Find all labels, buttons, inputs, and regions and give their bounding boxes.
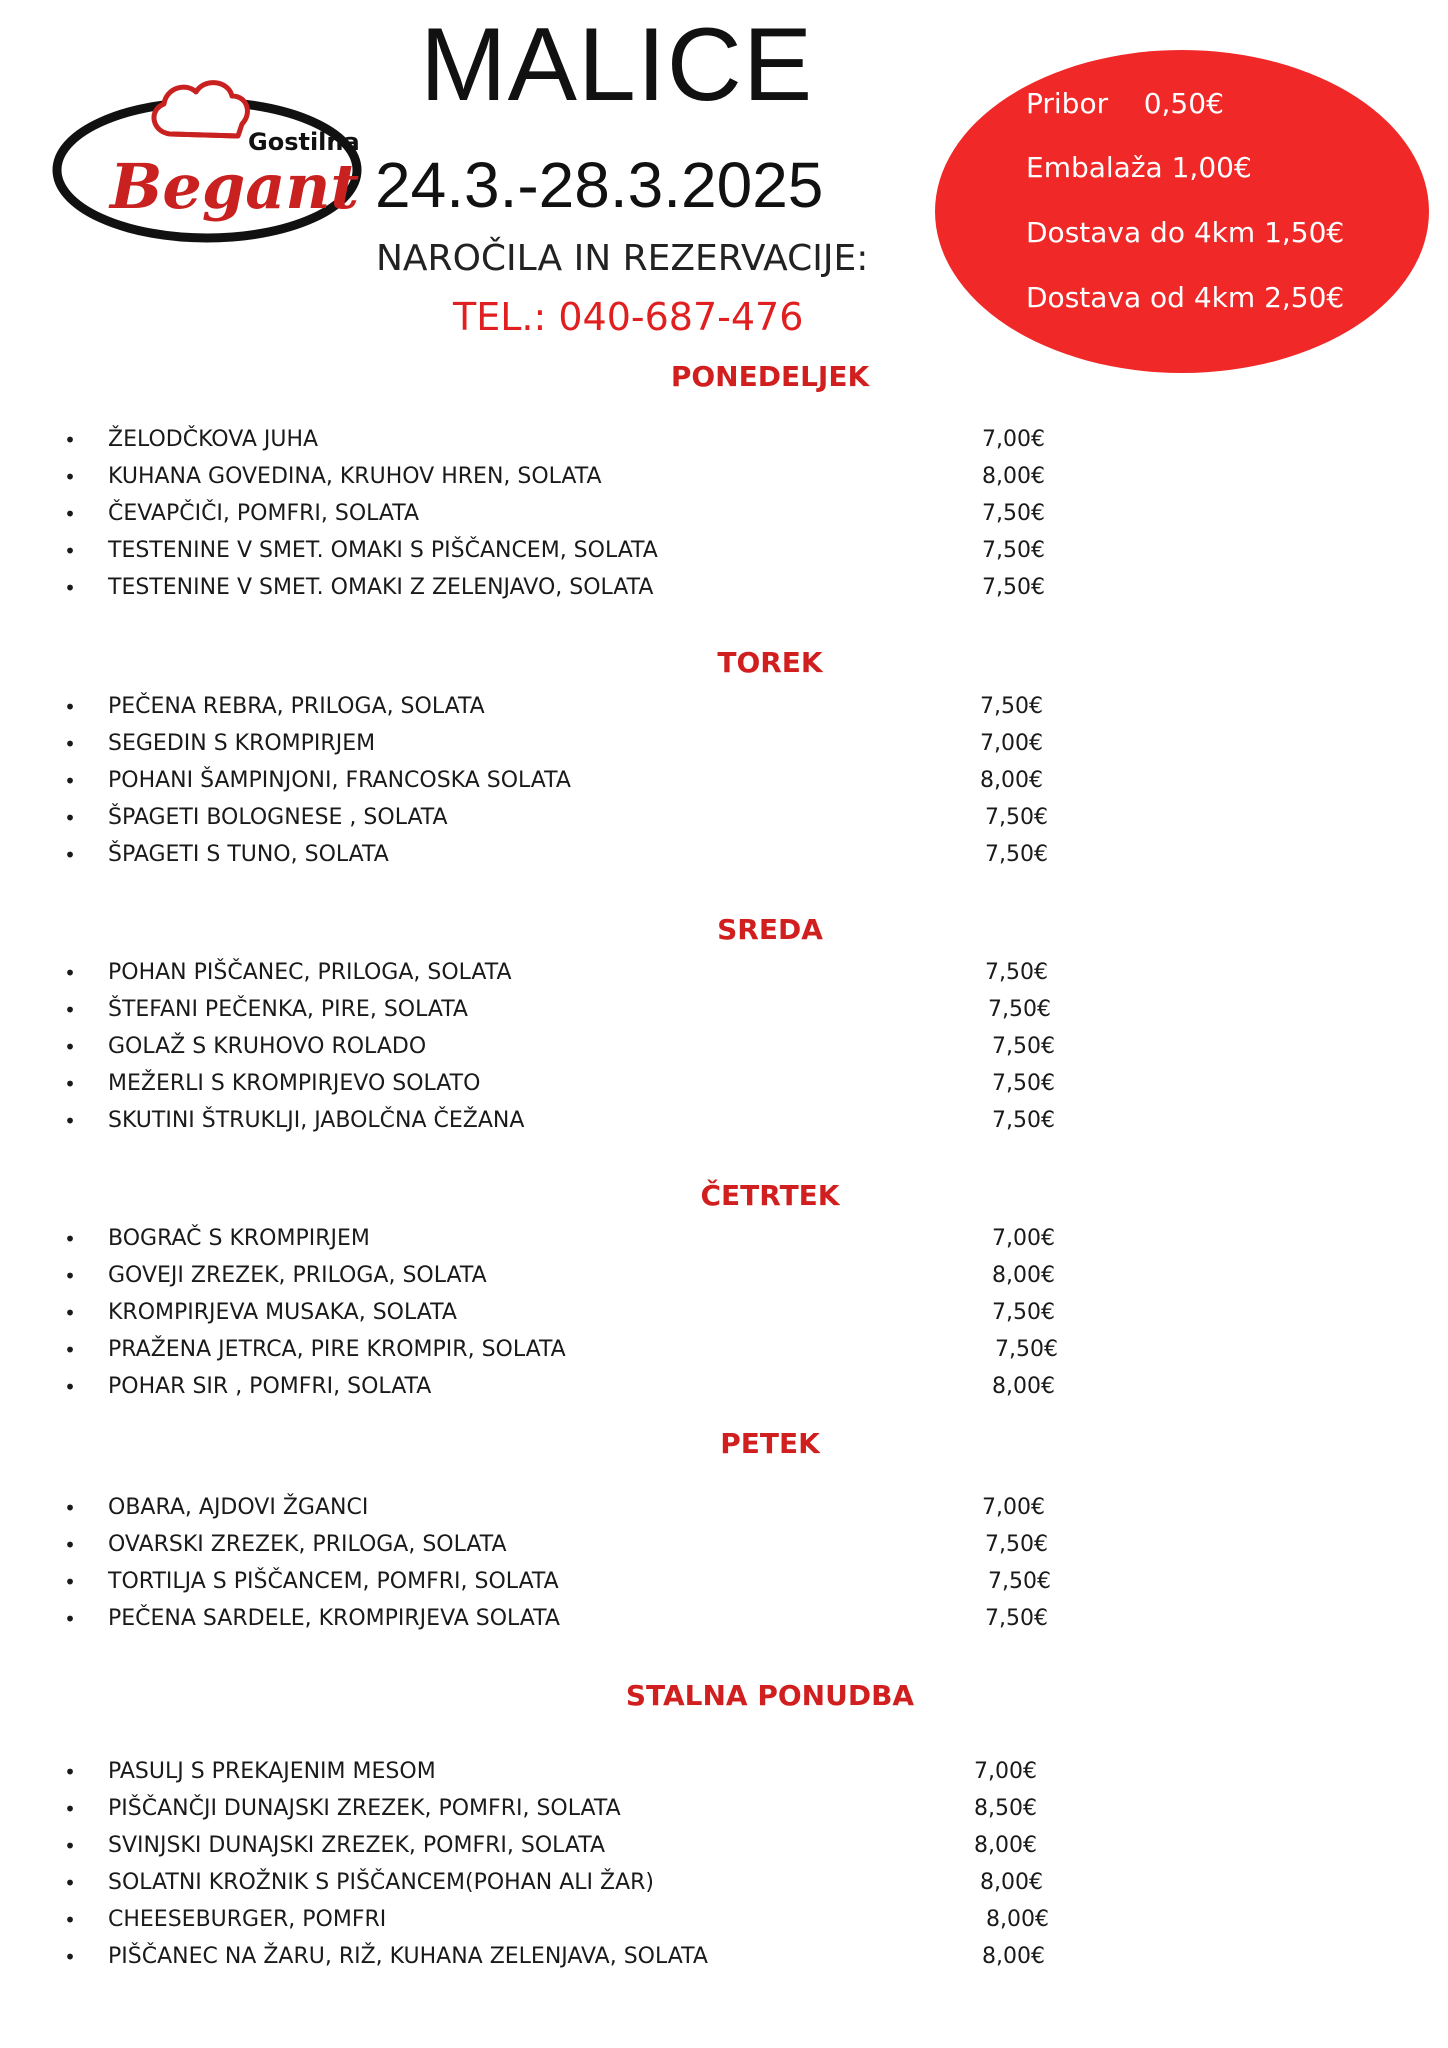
day-heading-torek: TOREK — [717, 646, 823, 679]
svg-text:Gostilna: Gostilna — [248, 128, 360, 156]
item-price: 7,50€ — [980, 694, 1043, 719]
menu-item — [60, 1103, 1060, 1139]
phone-number: TEL.: 040-687-476 — [453, 295, 804, 339]
item-name: CHEESEBURGER, POMFRI — [108, 1907, 387, 1932]
bullet-icon: • — [64, 843, 76, 867]
bullet-icon: • — [64, 1908, 76, 1932]
menu-item — [60, 1865, 1060, 1901]
gostilna-begant-logo — [52, 52, 362, 252]
item-price: 7,50€ — [992, 1071, 1055, 1096]
bullet-icon: • — [64, 732, 76, 756]
bullet-icon: • — [64, 1227, 76, 1251]
bullet-icon: • — [64, 1797, 76, 1821]
item-price: 7,50€ — [985, 1606, 1048, 1631]
fee-price: 1,50€ — [1264, 216, 1345, 249]
menu-item — [60, 1601, 1060, 1637]
bullet-icon: • — [64, 1760, 76, 1784]
menu-item — [60, 992, 1060, 1028]
item-name: SKUTINI ŠTRUKLJI, JABOLČNA ČEŽANA — [108, 1108, 525, 1133]
menu-item — [60, 533, 1060, 569]
item-price: 8,00€ — [980, 1870, 1043, 1895]
menu-item — [60, 955, 1060, 991]
bullet-icon: • — [64, 502, 76, 526]
item-price: 7,50€ — [985, 960, 1048, 985]
menu-item — [60, 1332, 1060, 1368]
item-name: SEGEDIN S KROMPIRJEM — [108, 731, 376, 756]
item-name: PEČENA REBRA, PRILOGA, SOLATA — [108, 694, 485, 719]
bullet-icon: • — [64, 769, 76, 793]
bullet-icon: • — [64, 1109, 76, 1133]
item-name: ŠPAGETI BOLOGNESE , SOLATA — [108, 805, 448, 830]
menu-item — [60, 763, 1060, 799]
item-price: 7,50€ — [985, 842, 1048, 867]
chef-hat-icon — [154, 83, 247, 136]
item-name: OVARSKI ZREZEK, PRILOGA, SOLATA — [108, 1532, 507, 1557]
item-name: POHAR SIR , POMFRI, SOLATA — [108, 1374, 432, 1399]
bullet-icon: • — [64, 1496, 76, 1520]
bullet-icon: • — [64, 1072, 76, 1096]
item-name: ČEVAPČIČI, POMFRI, SOLATA — [108, 501, 420, 526]
item-price: 7,00€ — [980, 731, 1043, 756]
bullet-icon: • — [64, 998, 76, 1022]
item-name: MEŽERLI S KROMPIRJEVO SOLATO — [108, 1071, 481, 1096]
fee-price: 0,50€ — [1143, 87, 1224, 120]
bullet-icon: • — [64, 1871, 76, 1895]
menu-item — [60, 422, 1060, 458]
item-price: 7,00€ — [982, 1495, 1045, 1520]
item-price: 7,50€ — [985, 805, 1048, 830]
item-price: 8,00€ — [982, 1944, 1045, 1969]
menu-item — [60, 837, 1060, 873]
bullet-icon: • — [64, 539, 76, 563]
bullet-icon: • — [64, 1264, 76, 1288]
item-name: ŠPAGETI S TUNO, SOLATA — [108, 842, 389, 867]
menu-item — [60, 1754, 1060, 1790]
item-name: KUHANA GOVEDINA, KRUHOV HREN, SOLATA — [108, 464, 602, 489]
item-price: 8,00€ — [980, 768, 1043, 793]
menu-item — [60, 1295, 1060, 1331]
fee-label: Pribor — [1026, 87, 1109, 120]
fee-label: Dostava od 4km — [1026, 281, 1256, 314]
menu-item — [60, 1490, 1060, 1526]
item-name: TESTENINE V SMET. OMAKI S PIŠČANCEM, SOLATA — [108, 538, 658, 563]
fee-dostava-do — [1026, 215, 1344, 251]
day-heading-cetrtek: ČETRTEK — [700, 1179, 840, 1212]
item-name: TESTENINE V SMET. OMAKI Z ZELENJAVO, SOLATA — [108, 575, 654, 600]
day-heading-ponedeljek: PONEDELJEK — [670, 360, 870, 393]
svg-text:Begant: Begant — [110, 150, 360, 223]
item-price: 7,00€ — [992, 1226, 1055, 1251]
item-name: TORTILJA S PIŠČANCEM, POMFRI, SOLATA — [108, 1569, 559, 1594]
day-heading-petek: PETEK — [720, 1427, 820, 1460]
menu-item — [60, 459, 1060, 495]
menu-item — [60, 1902, 1060, 1938]
item-price: 7,50€ — [992, 1300, 1055, 1325]
item-name: OBARA, AJDOVI ŽGANCI — [108, 1495, 369, 1520]
menu-item — [60, 496, 1060, 532]
menu-item — [60, 1527, 1060, 1563]
page-title: MALICE — [420, 7, 814, 123]
item-name: ŽELODČKOVA JUHA — [108, 427, 319, 452]
section-heading-stalna-ponudba: STALNA PONUDBA — [625, 1679, 915, 1712]
bullet-icon: • — [64, 806, 76, 830]
item-name: PASULJ S PREKAJENIM MESOM — [108, 1759, 436, 1784]
menu-item — [60, 1939, 1060, 1975]
item-price: 8,50€ — [974, 1796, 1037, 1821]
menu-item — [60, 1828, 1060, 1864]
item-name: POHANI ŠAMPINJONI, FRANCOSKA SOLATA — [108, 768, 571, 793]
item-price: 8,00€ — [992, 1263, 1055, 1288]
menu-item — [60, 1369, 1060, 1405]
bullet-icon: • — [64, 1301, 76, 1325]
fee-price: 1,00€ — [1171, 151, 1252, 184]
bullet-icon: • — [64, 428, 76, 452]
orders-label: NAROČILA IN REZERVACIJE: — [376, 238, 869, 279]
menu-item — [60, 1029, 1060, 1065]
menu-item — [60, 1221, 1060, 1257]
item-price: 8,00€ — [982, 464, 1045, 489]
item-price: 7,50€ — [988, 997, 1051, 1022]
item-price: 7,50€ — [982, 538, 1045, 563]
item-name: PEČENA SARDELE, KROMPIRJEVA SOLATA — [108, 1606, 560, 1631]
item-price: 7,50€ — [992, 1108, 1055, 1133]
item-name: GOLAŽ S KRUHOVO ROLADO — [108, 1034, 427, 1059]
item-price: 7,50€ — [992, 1034, 1055, 1059]
fee-pribor — [1026, 86, 1224, 122]
fee-price: 2,50€ — [1264, 281, 1345, 314]
day-heading-sreda: SREDA — [717, 913, 823, 946]
date-range: 24.3.-28.3.2025 — [375, 149, 824, 221]
bullet-icon: • — [64, 1035, 76, 1059]
item-name: BOGRAČ S KROMPIRJEM — [108, 1226, 370, 1251]
fee-label: Dostava do 4km — [1026, 216, 1256, 249]
fee-label: Embalaža — [1026, 151, 1163, 184]
item-price: 8,00€ — [974, 1833, 1037, 1858]
menu-item — [60, 726, 1060, 762]
item-price: 7,50€ — [988, 1569, 1051, 1594]
item-price: 7,50€ — [982, 501, 1045, 526]
item-name: PIŠČANČJI DUNAJSKI ZREZEK, POMFRI, SOLATA — [108, 1796, 621, 1821]
fee-embalaza — [1026, 150, 1252, 186]
item-name: POHAN PIŠČANEC, PRILOGA, SOLATA — [108, 960, 512, 985]
bullet-icon: • — [64, 1338, 76, 1362]
bullet-icon: • — [64, 465, 76, 489]
item-price: 7,00€ — [982, 427, 1045, 452]
item-name: PIŠČANEC NA ŽARU, RIŽ, KUHANA ZELENJAVA, SOLATA — [108, 1944, 708, 1969]
item-name: KROMPIRJEVA MUSAKA, SOLATA — [108, 1300, 457, 1325]
bullet-icon: • — [64, 695, 76, 719]
menu-item — [60, 1066, 1060, 1102]
menu-item — [60, 1258, 1060, 1294]
item-price: 8,00€ — [992, 1374, 1055, 1399]
bullet-icon: • — [64, 1945, 76, 1969]
menu-item — [60, 1564, 1060, 1600]
item-price: 7,50€ — [995, 1337, 1058, 1362]
item-price: 7,00€ — [974, 1759, 1037, 1784]
bullet-icon: • — [64, 1570, 76, 1594]
item-name: SOLATNI KROŽNIK S PIŠČANCEM(POHAN ALI ŽAR) — [108, 1870, 655, 1895]
menu-item — [60, 800, 1060, 836]
item-name: ŠTEFANI PEČENKA, PIRE, SOLATA — [108, 997, 468, 1022]
bullet-icon: • — [64, 961, 76, 985]
bullet-icon: • — [64, 576, 76, 600]
bullet-icon: • — [64, 1375, 76, 1399]
item-name: PRAŽENA JETRCA, PIRE KROMPIR, SOLATA — [108, 1337, 566, 1362]
item-price: 7,50€ — [982, 575, 1045, 600]
item-price: 8,00€ — [986, 1907, 1049, 1932]
bullet-icon: • — [64, 1533, 76, 1557]
menu-item — [60, 1791, 1060, 1827]
menu-item — [60, 689, 1060, 725]
bullet-icon: • — [64, 1834, 76, 1858]
menu-item — [60, 570, 1060, 606]
item-price: 7,50€ — [985, 1532, 1048, 1557]
item-name: GOVEJI ZREZEK, PRILOGA, SOLATA — [108, 1263, 487, 1288]
fee-dostava-od — [1026, 280, 1344, 316]
item-name: SVINJSKI DUNAJSKI ZREZEK, POMFRI, SOLATA — [108, 1833, 606, 1858]
bullet-icon: • — [64, 1607, 76, 1631]
